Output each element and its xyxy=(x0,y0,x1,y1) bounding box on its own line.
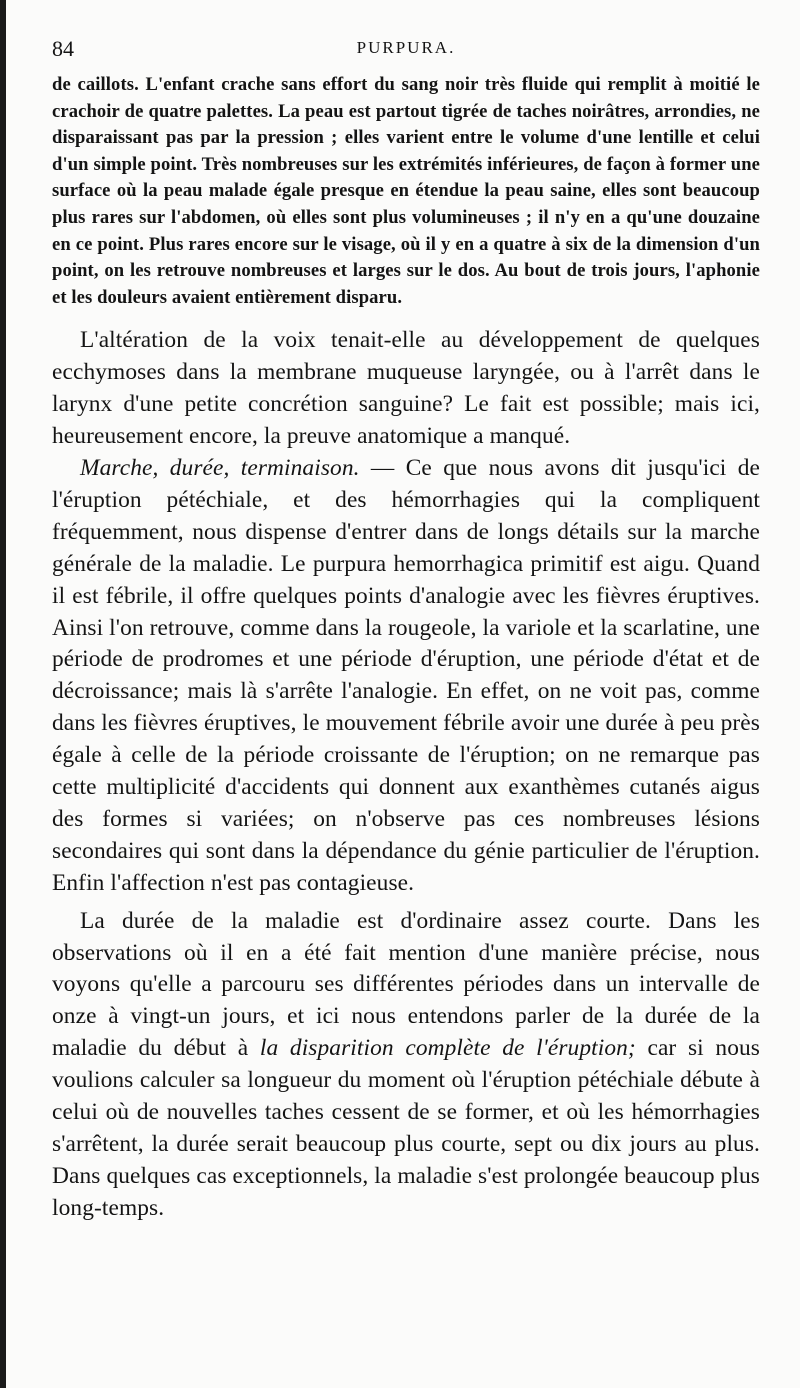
page-header xyxy=(52,32,760,72)
running-title: PURPURA. xyxy=(356,38,456,57)
observation-paragraph: de caillots. L'enfant crache sans effort du sang noir très fluide qui remplit à moitié le crachoir de quatre palettes. La peau est partout tigrée de taches noirâtres, arrondies, ne disparaissant pas par la pression ; elles varient entre le volume d'une lentille et celui d'un simple point. Très nombreuses sur les extrémités inférieures, de façon à former une surface où la peau malade égale presque en étendue la peau saine, elles sont beaucoup plus rares sur l'abdomen, où elles sont plus volumineuses ; il n'y en a qu'une douzaine en ce point. Plus rares encore sur le visage, où il y en a quatre à six de la dimension d'un point, on les retrouve nombreuses et larges sur le dos. Au bout de trois jours, l'aphonie et les douleurs avaient entièrement disparu. xyxy=(52,74,760,308)
page-number: 84 xyxy=(52,36,74,61)
paragraph-duree-text-after: car si nous voulions calculer sa longueur du moment où l'éruption pétéchiale débute à celui où de nouvelles taches cessent de se former, et où les hémorrhagies s'arrêtent, la durée serait beaucoup plus courte, sept ou dix jours au plus. Dans quelques cas exceptionnels, la maladie s'est prolongée beaucoup plus long-temps. xyxy=(52,1035,761,1221)
section-heading: Marche, durée, terminaison. xyxy=(80,454,360,481)
paragraph-separator xyxy=(52,311,760,325)
paragraph-marche xyxy=(52,453,760,900)
paragraph-laryngeal: L'altération de la voix tenait-elle au développement de quelques ecchymoses dans la membrane muqueuse laryngée, ou à l'arrêt dans le larynx d'une petite concrétion sanguine? Le fait est possible; mais ici, heureusement encore, la preuve anatomique a manqué. xyxy=(52,327,760,450)
paragraph-duree-emphasis: la disparition complète de l'éruption; xyxy=(259,1035,636,1062)
paragraph-duree-text-before: La durée de la maladie est d'ordinaire assez courte. Dans les observations où il en a été fait mention d'une manière précise, nous voyons qu'elle a parcouru ses différentes périodes dans un intervalle de onze à vingt-un jours, et ici nous entendons parler de la durée de la maladie du début à xyxy=(52,907,760,1062)
paragraph-duree xyxy=(52,906,760,1225)
paragraph-marche-text: — Ce que nous avons dit jusqu'ici de l'éruption pétéchiale, et des hémorrhagies qui la compliquent fréquemment, nous dispense d'entrer dans de longs détails sur la marche générale de la maladie. Le purpura hemorrhagica primitif est aigu. Quand il est fébrile, il offre quelques points d'analogie avec les fièvres éruptives. Ainsi l'on retrouve, comme dans la rougeole, la variole et la scarlatine, une période de prodromes et une période d'éruption, une période d'état et de décroissance; mais là s'arrête l'analogie. En effet, on ne voit pas, comme dans les fièvres éruptives, le mouvement fébrile avoir une durée à peu près égale à celle de la période croissante de l'éruption; on ne remarque pas cette multiplicité d'accidents qui donnent aux exanthèmes cutanés aigus des formes si variées; on n'observe pas ces nombreuses lésions secondaires qui sont dans la dépendance du génie particulier de l'éruption. Enfin l'affection n'est pas contagieuse. xyxy=(52,454,761,896)
